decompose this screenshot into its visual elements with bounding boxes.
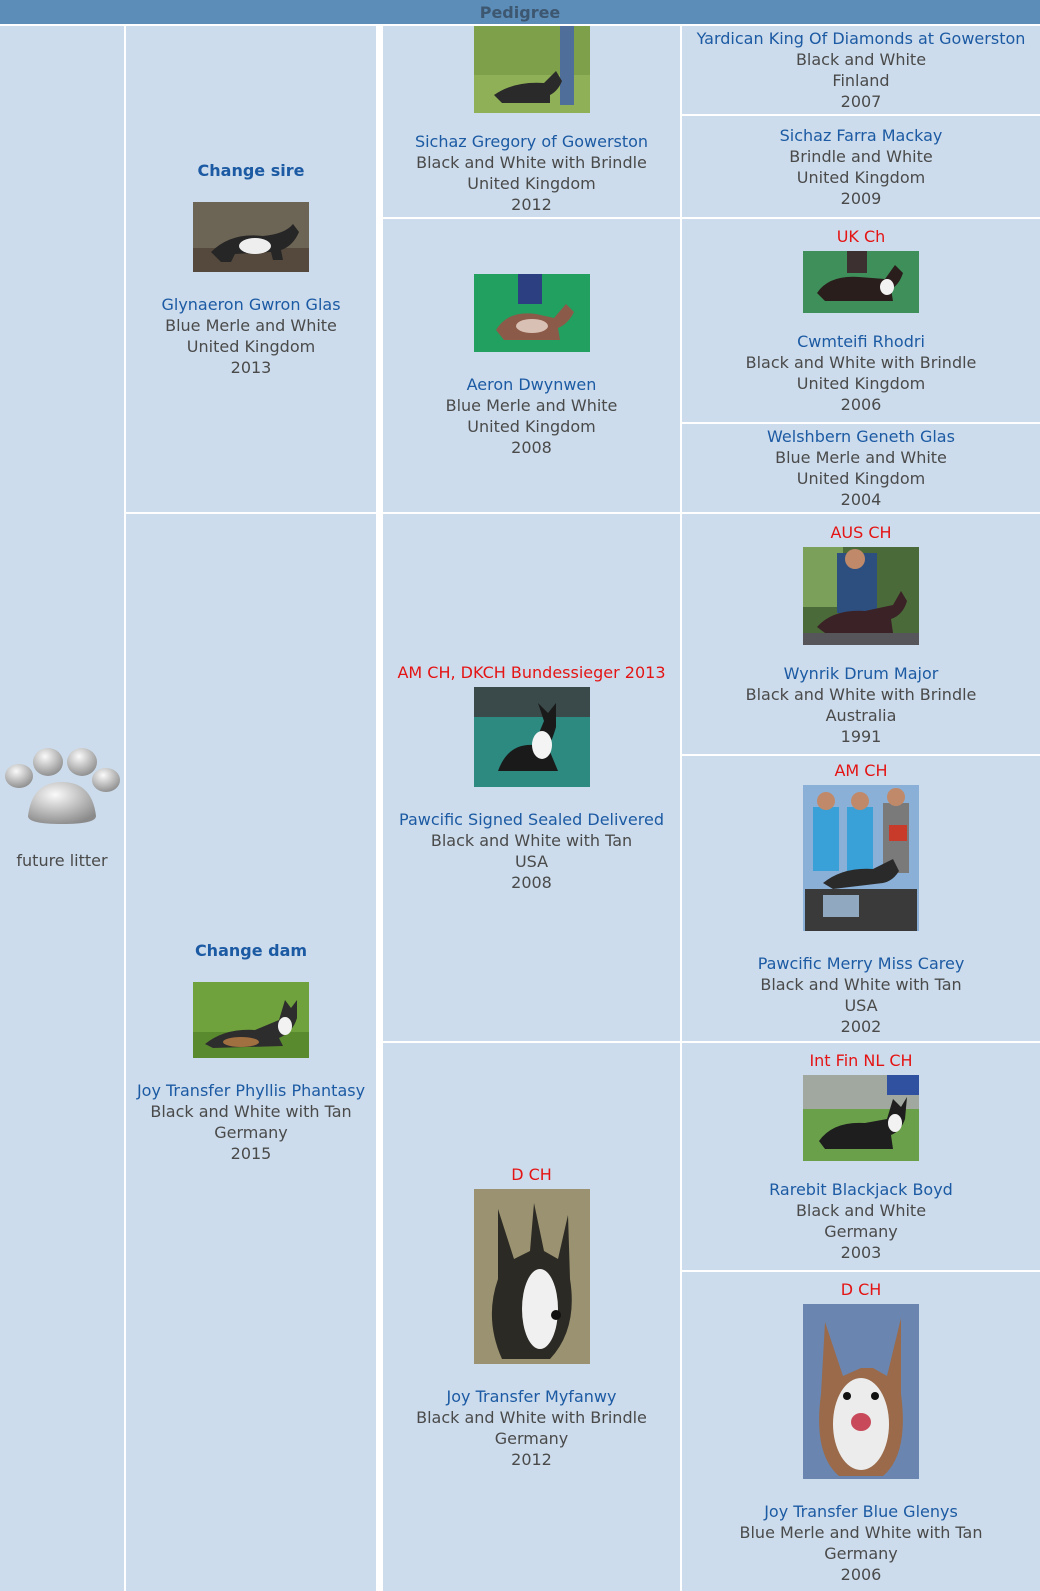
dam-year: 2015 <box>230 1144 272 1163</box>
grandparent-cell <box>383 26 680 217</box>
great-grandparent-country: Australia <box>825 705 897 725</box>
great-grandparent-photo[interactable] <box>803 1075 919 1161</box>
dam-photo[interactable] <box>193 982 309 1058</box>
great-grandparent-name[interactable]: Yardican King Of Diamonds at Gowerston <box>696 29 1026 48</box>
great-grandparent-title: D CH <box>840 1279 882 1299</box>
great-grandparent-color: Black and White with Tan <box>760 975 962 994</box>
grandparent-photo[interactable] <box>474 687 590 787</box>
great-grandparent-country: Finland <box>832 71 890 90</box>
great-grandparent-cell <box>682 1043 1040 1270</box>
great-grandparent-color: Blue Merle and White with Tan <box>739 1522 983 1542</box>
great-grandparent-name[interactable]: Rarebit Blackjack Boyd <box>769 1180 953 1199</box>
grandparent-name[interactable]: Joy Transfer Myfanwy <box>446 1387 617 1406</box>
great-grandparent-photo[interactable] <box>803 785 919 931</box>
grandparent-country: United Kingdom <box>467 416 596 436</box>
great-grandparent-country: United Kingdom <box>796 374 926 393</box>
great-grandparent-country: United Kingdom <box>796 167 926 187</box>
grandparent-name[interactable]: Aeron Dwynwen <box>466 374 597 394</box>
great-grandparent-cell <box>682 26 1040 114</box>
grandparent-cell <box>383 219 680 512</box>
great-grandparent-year: 2002 <box>840 1017 882 1036</box>
grandparent-photo[interactable] <box>474 26 590 113</box>
great-grandparent-year: 2006 <box>840 395 882 414</box>
grandparent-year: 2008 <box>511 437 552 457</box>
grandparent-country: USA <box>514 852 549 871</box>
grandparent-color: Black and White with Brindle <box>416 1408 647 1427</box>
great-grandparent-title: AUS CH <box>830 522 892 542</box>
change-sire-link[interactable]: Change sire <box>197 160 305 180</box>
pedigree-header: Pedigree <box>0 0 1040 24</box>
great-grandparent-color: Brindle and White <box>789 146 933 166</box>
great-grandparent-country: Germany <box>824 1543 898 1563</box>
dam-name[interactable]: Joy Transfer Phyllis Phantasy <box>136 1081 366 1100</box>
great-grandparent-year: 2003 <box>840 1243 882 1262</box>
grandparent-title: D CH <box>511 1165 552 1184</box>
paw-icon <box>2 746 122 832</box>
great-grandparent-photo[interactable] <box>803 547 919 645</box>
great-grandparent-cell <box>682 116 1040 217</box>
great-grandparent-cell <box>682 219 1040 422</box>
sire-cell <box>126 26 376 512</box>
great-grandparent-year: 2007 <box>840 92 882 111</box>
sire-color: Blue Merle and White <box>165 315 337 335</box>
great-grandparent-cell <box>682 424 1040 512</box>
great-grandparent-name[interactable]: Welshbern Geneth Glas <box>767 427 955 446</box>
grandparent-photo[interactable] <box>474 1189 590 1364</box>
great-grandparent-title: UK Ch <box>836 227 886 246</box>
grandparent-title: AM CH, DKCH Bundessieger 2013 <box>397 663 666 682</box>
grandparent-year: 2012 <box>511 1450 552 1469</box>
offspring-label: future litter <box>16 851 108 870</box>
offspring-cell <box>0 26 124 1591</box>
great-grandparent-photo[interactable] <box>803 1304 919 1479</box>
grandparent-color: Black and White with Tan <box>430 831 633 850</box>
great-grandparent-name[interactable]: Wynrik Drum Major <box>783 663 939 683</box>
great-grandparent-country: Germany <box>824 1222 898 1241</box>
grandparent-name[interactable]: Pawcific Signed Sealed Delivered <box>399 810 664 829</box>
dam-cell <box>126 514 376 1591</box>
great-grandparent-year: 2009 <box>840 188 882 208</box>
great-grandparent-cell <box>682 1272 1040 1591</box>
change-dam-link[interactable]: Change dam <box>194 941 308 960</box>
grandparent-year: 2008 <box>511 873 552 892</box>
great-grandparent-name[interactable]: Sichaz Farra Mackay <box>779 125 943 145</box>
grandparent-color: Black and White with Brindle <box>416 153 647 172</box>
great-grandparent-year: 1991 <box>840 726 882 746</box>
great-grandparent-year: 2004 <box>840 490 882 509</box>
great-grandparent-country: United Kingdom <box>796 469 926 488</box>
great-grandparent-name[interactable]: Pawcific Merry Miss Carey <box>757 954 965 973</box>
great-grandparent-cell <box>682 514 1040 754</box>
grandparent-color: Blue Merle and White <box>445 395 618 415</box>
dam-color: Black and White with Tan <box>150 1102 352 1121</box>
great-grandparent-color: Blue Merle and White <box>775 448 947 467</box>
great-grandparent-color: Black and White with Brindle <box>745 684 977 704</box>
great-grandparent-color: Black and White with Brindle <box>745 353 977 372</box>
great-grandparent-photo[interactable] <box>803 251 919 313</box>
great-grandparent-title: Int Fin NL CH <box>809 1051 913 1070</box>
grandparent-cell <box>383 1043 680 1591</box>
great-grandparent-color: Black and White <box>795 1201 927 1220</box>
great-grandparent-year: 2006 <box>840 1564 882 1584</box>
grandparent-year: 2012 <box>511 195 552 214</box>
great-grandparent-name[interactable]: Joy Transfer Blue Glenys <box>764 1501 958 1521</box>
great-grandparent-title: AM CH <box>834 761 888 780</box>
grandparent-country: United Kingdom <box>467 174 596 193</box>
sire-country: United Kingdom <box>186 336 316 356</box>
grandparent-photo[interactable] <box>474 274 590 352</box>
great-grandparent-name[interactable]: Cwmteifi Rhodri <box>797 332 925 351</box>
great-grandparent-country: USA <box>844 996 878 1015</box>
great-grandparent-cell <box>682 756 1040 1041</box>
sire-year: 2013 <box>230 357 272 377</box>
grandparent-name[interactable]: Sichaz Gregory of Gowerston <box>414 132 649 151</box>
sire-photo[interactable] <box>193 202 309 272</box>
great-grandparent-color: Black and White <box>795 50 927 69</box>
grandparent-country: Germany <box>494 1429 569 1448</box>
dam-country: Germany <box>214 1123 288 1142</box>
sire-name[interactable]: Glynaeron Gwron Glas <box>161 294 341 314</box>
grandparent-cell <box>383 514 680 1041</box>
